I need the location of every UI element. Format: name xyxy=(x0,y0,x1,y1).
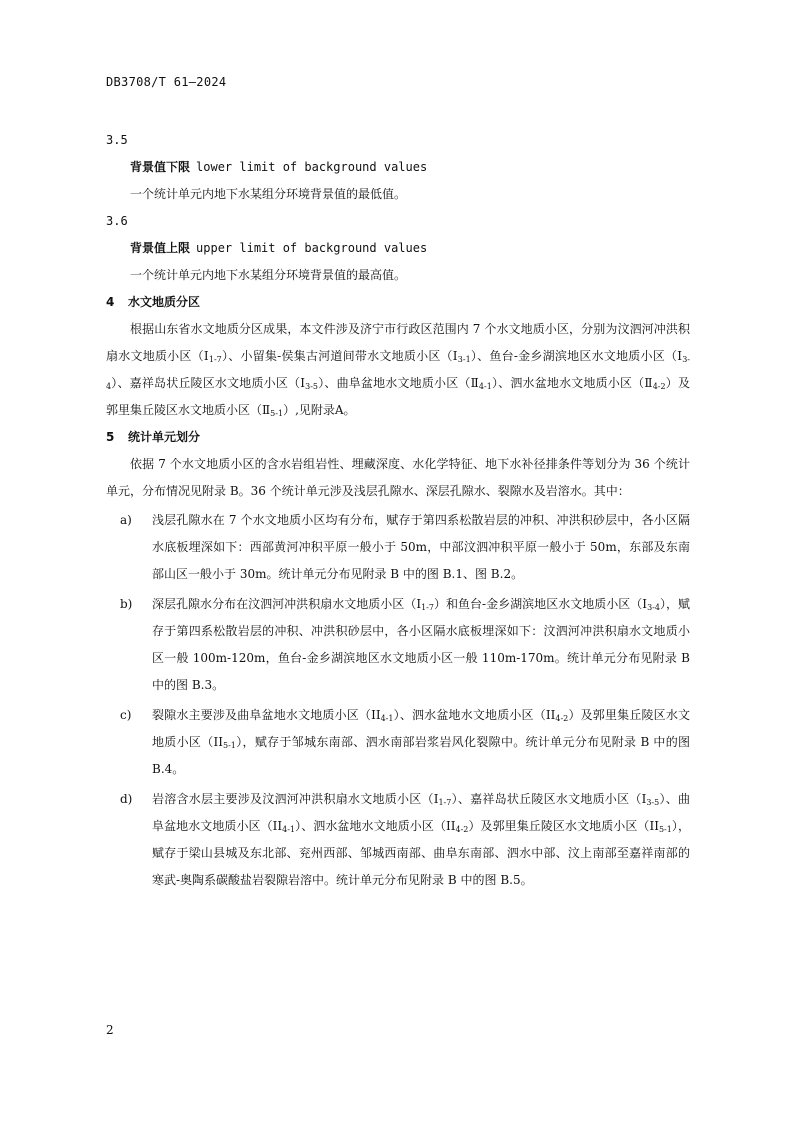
section5-intro: 依据 7 个水文地质小区的含水岩组岩性、埋藏深度、水化学特征、地下水补径排条件等划分为 36 个统计单元，分布情况见附录 B。36 个统计单元涉及浅层孔隙水、深层孔隙水、裂隙水及岩溶水。其中： xyxy=(106,457,690,498)
term-chinese: 背景值下限 xyxy=(130,160,191,174)
page-number: 2 xyxy=(106,1023,114,1037)
section-number: 4 xyxy=(106,295,115,309)
term-number: 3.5 xyxy=(106,133,128,147)
list-marker: b) xyxy=(120,597,133,611)
list-marker: a) xyxy=(120,513,132,527)
term-definition: 一个统计单元内地下水某组分环境背景值的最低值。 xyxy=(130,187,407,201)
list-marker: d) xyxy=(120,792,133,806)
section-heading-5 xyxy=(106,424,690,451)
term-number: 3.6 xyxy=(106,214,128,228)
list-item-b: b) 深层孔隙水分布在汶泗河冲洪积扇水文地质小区$(I_{1-7})$和鱼台-金乡湖滨地区水文地质小区$(I_{3-4})$，赋存于第四系松散岩层的冲积、冲洪积砂层中，各小区隔水底板埋深如下：汶泗河冲洪积扇水文地质小区一般 100m-120m，鱼台-金乡湖滨地区水文地质小区一般 110m-170m。统计单元分布见附录 B 中的图 B.3。 xyxy=(106,591,690,699)
section-title: 统计单元划分 xyxy=(128,430,201,444)
section-title: 水文地质分区 xyxy=(128,295,201,309)
term-heading xyxy=(106,235,690,262)
term-chinese: 背景值上限 xyxy=(130,241,191,255)
list-item-c: c) 裂隙水主要涉及曲阜盆地水文地质小区$(II_{4-1})$、泗水盆地水文地质小区$(II_{4-2})$及郭里集丘陵区水文地质小区$(II_{5-1})$，赋存于邹城东南部、泗水南部岩浆岩风化裂隙中。统计单元分布见附录 B 中的图 B.4。 xyxy=(106,702,690,783)
list-item-d: d) 岩溶含水层主要涉及汶泗河冲洪积扇水文地质小区$(I_{1-7})$、嘉祥岛状丘陵区水文地质小区$(I_{3-5})$、曲阜盆地水文地质小区$(II_{4-1})$、泗水盆地水文地质小区$(II_{4-2})$及郭里集丘陵区水文地质小区$(II_{5-1})$，赋存于梁山县城及东北部、兖州西部、邹城西南部、曲阜东南部、泗水中部、汶上南部至嘉祥南部的寒武-奥陶系碳酸盐岩裂隙岩溶中。统计单元分布见附录 B 中的图 B.5。 xyxy=(106,786,690,894)
term-definition: 一个统计单元内地下水某组分环境背景值的最高值。 xyxy=(130,268,407,282)
term-heading xyxy=(106,154,690,181)
section-number: 5 xyxy=(106,430,115,444)
section-heading-4 xyxy=(106,289,690,316)
section4-paragraph: 根据山东省水文地质分区成果，本文件涉及济宁市行政区范围内 7 个水文地质小区，分别为汶泗河冲洪积扇水文地质小区$(Ⅰ_{1-7})$、小留集-侯集古河道间带水文地质小区$(Ⅰ_{3-1})$、鱼台-金乡湖滨地区水文地质小区$(Ⅰ_{3-4})$、嘉祥岛状丘陵区水文地质小区$(Ⅰ_{3-5})$、曲阜盆地水文地质小区$(Ⅱ_{4-1})$、泗水盆地水文地质小区$(Ⅱ_{4-2})$及郭里集丘陵区水文地质小区$(Ⅱ_{5-1})$,见附录A。 xyxy=(106,322,691,418)
page-content xyxy=(106,127,690,897)
list-item-a: a) 浅层孔隙水在 7 个水文地质小区均有分布，赋存于第四系松散岩层的冲积、冲洪积砂层中，各小区隔水底板埋深如下：西部黄河冲积平原一般小于 50m，中部汶泗冲积平原一般小于 50m，东部及东南部山区一般小于 30m。统计单元分布见附录 B 中的图 B.1、图 B.2。 xyxy=(106,507,690,588)
document-id-header: DB3708/T 61—2024 xyxy=(106,75,227,89)
term-english: lower limit of background values xyxy=(196,160,428,174)
term-english: upper limit of background values xyxy=(196,241,428,255)
list-marker: c) xyxy=(120,708,132,722)
